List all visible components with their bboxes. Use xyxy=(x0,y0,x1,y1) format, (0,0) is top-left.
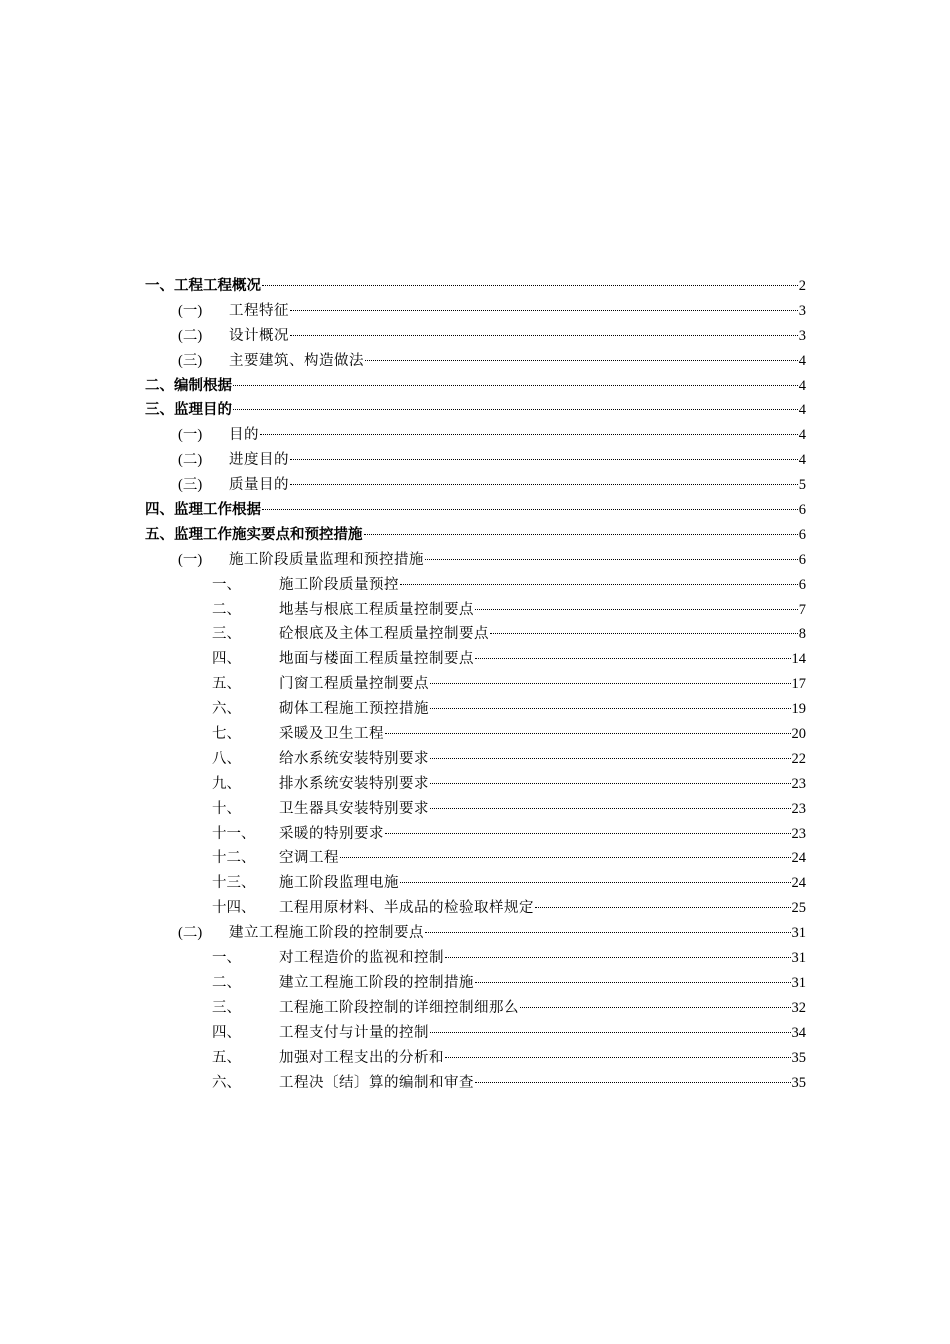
toc-entry-page-number: 19 xyxy=(791,701,806,718)
toc-entry[interactable] xyxy=(145,647,806,672)
toc-entry-title: 建立工程施工阶段的控制要点 xyxy=(229,925,424,942)
toc-entry[interactable] xyxy=(145,523,806,548)
toc-entry-title: 采暖及卫生工程 xyxy=(279,726,384,743)
dot-leader xyxy=(290,484,798,485)
toc-entry-page-number: 2 xyxy=(798,278,806,294)
toc-entry-number: 四、 xyxy=(212,651,241,668)
toc-entry-title: 四、监理工作根据 xyxy=(145,502,261,519)
toc-entry-title: 质量目的 xyxy=(229,477,289,494)
dot-leader xyxy=(490,633,798,634)
dot-leader xyxy=(290,310,798,311)
toc-entry-title: 对工程造价的监视和控制 xyxy=(279,950,444,967)
toc-entry-title: 砌体工程施工预控措施 xyxy=(279,701,429,718)
toc-entry-number: 十三、 xyxy=(212,875,256,892)
dot-leader xyxy=(385,733,791,734)
toc-entry-number: (三) xyxy=(178,477,203,494)
toc-entry-number: 十一、 xyxy=(212,825,256,842)
toc-entry-number: (二) xyxy=(178,452,203,469)
dot-leader xyxy=(233,385,798,386)
toc-entry-page-number: 3 xyxy=(798,302,806,319)
toc-entry-title: 采暖的特别要求 xyxy=(279,825,384,842)
toc-entry[interactable] xyxy=(145,996,806,1021)
toc-entry-title: 三、监理目的 xyxy=(145,402,232,419)
toc-entry[interactable] xyxy=(145,1071,806,1096)
toc-entry-number: 十四、 xyxy=(212,900,256,917)
toc-entry-number: 三、 xyxy=(212,999,241,1016)
toc-entry-title: 门窗工程质量控制要点 xyxy=(279,676,429,693)
dot-leader xyxy=(290,335,798,336)
dot-leader xyxy=(425,559,798,560)
toc-entry-page-number: 22 xyxy=(791,750,806,767)
toc-entry-number: (一) xyxy=(178,302,203,319)
toc-entry-title: 地基与根底工程质量控制要点 xyxy=(279,601,474,618)
toc-entry-title: 进度目的 xyxy=(229,452,289,469)
toc-entry[interactable] xyxy=(145,747,806,772)
toc-entry-page-number: 35 xyxy=(791,1074,806,1091)
dot-leader xyxy=(430,683,791,684)
toc-entry-title: 工程特征 xyxy=(229,302,289,319)
toc-entry[interactable] xyxy=(145,398,806,423)
toc-entry-page-number: 3 xyxy=(798,327,806,344)
toc-entry-number: 五、 xyxy=(212,676,241,693)
toc-entry-page-number: 31 xyxy=(791,925,806,942)
toc-entry-page-number: 6 xyxy=(798,502,806,519)
dot-leader xyxy=(400,584,798,585)
toc-entry[interactable] xyxy=(145,822,806,847)
dot-leader xyxy=(260,434,798,435)
toc-entry-title: 卫生器具安装特别要求 xyxy=(279,800,429,817)
toc-entry-title: 空调工程 xyxy=(279,850,339,867)
toc-entry[interactable] xyxy=(145,921,806,946)
toc-entry[interactable] xyxy=(145,797,806,822)
toc-entry-page-number: 24 xyxy=(791,875,806,892)
toc-entry-page-number: 24 xyxy=(791,850,806,867)
toc-entry-title: 目的 xyxy=(229,427,259,444)
toc-entry-number: 十、 xyxy=(212,800,241,817)
dot-leader xyxy=(445,957,791,958)
toc-entry-title: 主要建筑、构造做法 xyxy=(229,352,364,369)
toc-entry-title: 工程决〔结〕算的编制和审查 xyxy=(279,1074,474,1091)
toc-entry-page-number: 6 xyxy=(798,526,806,543)
toc-entry-number: 一、 xyxy=(212,576,241,593)
toc-entry[interactable] xyxy=(145,722,806,747)
dot-leader xyxy=(430,808,791,809)
toc-entry-number: 八、 xyxy=(212,750,241,767)
toc-entry-page-number: 5 xyxy=(798,477,806,494)
toc-entry-page-number: 14 xyxy=(791,651,806,668)
toc-entry-title: 工程支付与计量的控制 xyxy=(279,1024,429,1041)
toc-entry-number: 九、 xyxy=(212,775,241,792)
toc-entry[interactable] xyxy=(145,374,806,399)
toc-entry-number: 四、 xyxy=(212,1024,241,1041)
toc-entry-title: 五、监理工作施实要点和预控措施 xyxy=(145,526,363,543)
toc-entry-number: 五、 xyxy=(212,1049,241,1066)
toc-entry[interactable] xyxy=(145,598,806,623)
toc-entry-page-number: 4 xyxy=(798,452,806,469)
toc-entry[interactable] xyxy=(145,896,806,921)
toc-entry[interactable] xyxy=(145,846,806,871)
toc-entry-number: 十二、 xyxy=(212,850,256,867)
toc-entry-page-number: 17 xyxy=(791,676,806,693)
toc-entry-title: 砼根底及主体工程质量控制要点 xyxy=(279,626,489,643)
toc-entry-number: (二) xyxy=(178,327,203,344)
toc-entry[interactable] xyxy=(145,697,806,722)
toc-entry[interactable] xyxy=(145,672,806,697)
toc-entry[interactable] xyxy=(145,946,806,971)
toc-entry-title: 加强对工程支出的分析和 xyxy=(279,1049,444,1066)
toc-entry-title: 排水系统安装特别要求 xyxy=(279,775,429,792)
toc-entry[interactable] xyxy=(145,971,806,996)
dot-leader xyxy=(340,857,791,858)
dot-leader xyxy=(535,907,791,908)
toc-entry-title: 工程用原材料、半成品的检验取样规定 xyxy=(279,900,534,917)
dot-leader xyxy=(445,1057,791,1058)
table-of-contents xyxy=(145,274,806,1095)
toc-entry-number: 三、 xyxy=(212,626,241,643)
toc-entry-title: 施工阶段质量监理和预控措施 xyxy=(229,551,424,568)
toc-entry[interactable] xyxy=(145,548,806,573)
toc-entry-page-number: 4 xyxy=(798,402,806,419)
dot-leader xyxy=(262,509,798,510)
toc-entry[interactable] xyxy=(145,498,806,523)
toc-entry[interactable] xyxy=(145,772,806,797)
dot-leader xyxy=(475,609,798,610)
toc-entry-page-number: 4 xyxy=(798,352,806,369)
toc-entry-page-number: 23 xyxy=(791,800,806,817)
toc-entry-number: (二) xyxy=(178,925,203,942)
toc-entry-page-number: 8 xyxy=(798,626,806,643)
toc-entry-page-number: 31 xyxy=(791,974,806,991)
toc-entry-number: 六、 xyxy=(212,701,241,718)
toc-entry[interactable] xyxy=(145,299,806,324)
toc-entry-number: 六、 xyxy=(212,1074,241,1091)
toc-entry-page-number: 32 xyxy=(791,999,806,1016)
dot-leader xyxy=(475,1082,791,1083)
toc-entry-page-number: 6 xyxy=(798,551,806,568)
toc-entry-number: 一、 xyxy=(212,950,241,967)
dot-leader xyxy=(475,982,791,983)
dot-leader xyxy=(262,285,798,286)
dot-leader xyxy=(430,758,791,759)
dot-leader xyxy=(400,882,791,883)
toc-entry-number: (一) xyxy=(178,427,203,444)
toc-entry-page-number: 23 xyxy=(791,825,806,842)
toc-entry[interactable] xyxy=(145,274,806,299)
toc-entry-number: (三) xyxy=(178,352,203,369)
toc-entry-title: 给水系统安装特别要求 xyxy=(279,750,429,767)
toc-entry[interactable] xyxy=(145,448,806,473)
toc-entry-title: 二、编制根据 xyxy=(145,377,232,394)
toc-entry[interactable] xyxy=(145,1046,806,1071)
toc-entry[interactable] xyxy=(145,349,806,374)
toc-entry-title: 地面与楼面工程质量控制要点 xyxy=(279,651,474,668)
toc-entry[interactable] xyxy=(145,473,806,498)
toc-entry-title: 工程施工阶段控制的详细控制细那么 xyxy=(279,999,519,1016)
toc-entry-page-number: 7 xyxy=(798,601,806,618)
dot-leader xyxy=(364,534,798,535)
dot-leader xyxy=(425,932,791,933)
dot-leader xyxy=(430,708,791,709)
toc-entry-page-number: 20 xyxy=(791,726,806,743)
dot-leader xyxy=(290,459,798,460)
toc-entry[interactable] xyxy=(145,1021,806,1046)
toc-entry-title: 建立工程施工阶段的控制措施 xyxy=(279,974,474,991)
toc-entry-page-number: 4 xyxy=(798,377,806,394)
toc-entry[interactable] xyxy=(145,423,806,448)
toc-entry-page-number: 23 xyxy=(791,775,806,792)
dot-leader xyxy=(233,409,798,410)
toc-entry-title: 设计概况 xyxy=(229,327,289,344)
toc-entry[interactable] xyxy=(145,622,806,647)
toc-entry[interactable] xyxy=(145,871,806,896)
dot-leader xyxy=(385,833,791,834)
toc-entry-page-number: 31 xyxy=(791,950,806,967)
toc-entry-title: 施工阶段监理电施 xyxy=(279,875,399,892)
dot-leader xyxy=(520,1007,791,1008)
toc-entry-page-number: 25 xyxy=(791,900,806,917)
toc-entry-title: 施工阶段质量预控 xyxy=(279,576,399,593)
toc-entry-number: (一) xyxy=(178,551,203,568)
toc-entry-page-number: 4 xyxy=(798,427,806,444)
toc-entry-number: 二、 xyxy=(212,601,241,618)
dot-leader xyxy=(430,783,791,784)
toc-entry[interactable] xyxy=(145,573,806,598)
toc-entry[interactable] xyxy=(145,324,806,349)
toc-entry-number: 七、 xyxy=(212,726,241,743)
toc-entry-page-number: 34 xyxy=(791,1024,806,1041)
dot-leader xyxy=(365,360,798,361)
toc-entry-page-number: 6 xyxy=(798,576,806,593)
dot-leader xyxy=(475,658,791,659)
toc-entry-title: 一、工程工程概况 xyxy=(145,278,261,294)
dot-leader xyxy=(430,1032,791,1033)
toc-entry-number: 二、 xyxy=(212,974,241,991)
toc-entry-page-number: 35 xyxy=(791,1049,806,1066)
